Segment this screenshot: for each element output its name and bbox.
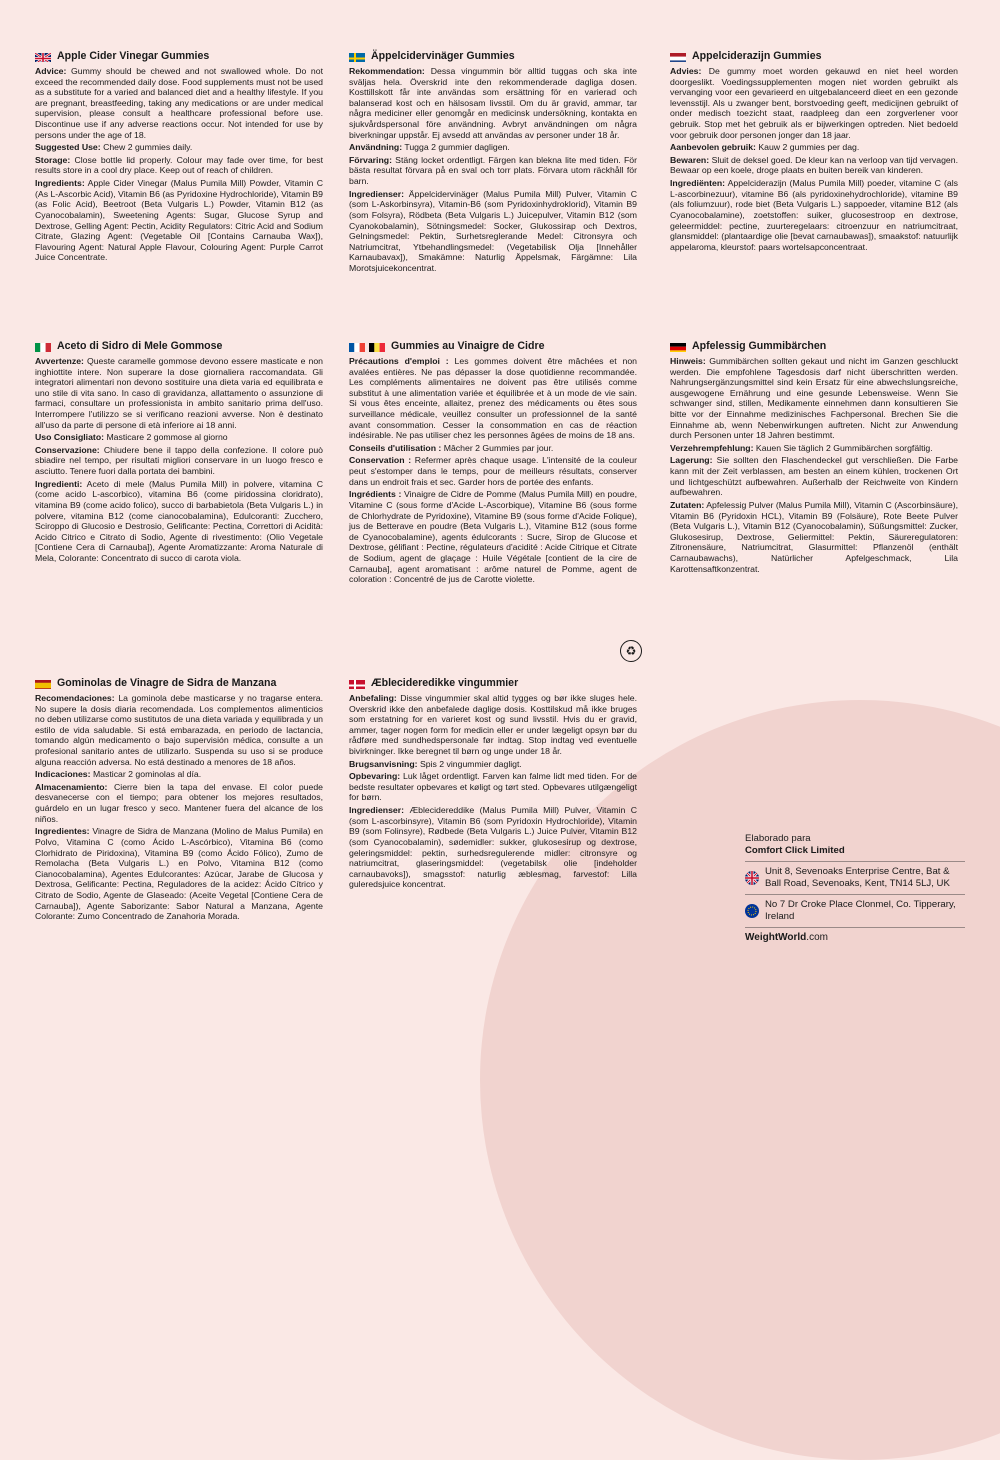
para-text: Refermer après chaque usage. L'intensité de la couleur peut s'estomper dans le temps, pour de meilleurs résultats, conserver dans un endroit frais et sec. Garder hors de portée des enfants. bbox=[349, 455, 637, 487]
para-label: Almacenamiento: bbox=[35, 781, 108, 792]
netherlands-flag-icon bbox=[670, 51, 686, 62]
para-text: Appelciderazijn (Malus Pumila Mill) poeder, vitamine C (als L-ascorbinezuur), vitamine B6 (als pyridoxinehydrochloride), vitamine B9 (als foliumzuur), rode biet (Beta Vulgaris L.) sappoeder, vitamine B12 (als Cyanocobalamine), zoetstoffen: suiker, glucosestroop en dextrose, geleermiddel: pectine, zuurteregelaars: citroenzuur en natriumcitraat, glansmiddel: (plantaardige olie [bevat carnaubawas]), smaakstof: natuurlijk appelaroma, kleurstof: paars wortelsapconcentraat. bbox=[670, 178, 958, 252]
para-label: Ingredienti: bbox=[35, 478, 83, 489]
para-label: Advies: bbox=[670, 66, 702, 76]
para-text: Cierre bien la tapa del envase. El color puede desvanecerse con el tiempo; para obtener los mejores resultados, guárdelo en un lugar fresco y seco. Mantener fuera del alcance de los niños. bbox=[35, 781, 323, 824]
section-de bbox=[670, 340, 958, 576]
para-text: Apple Cider Vinegar (Malus Pumila Mill) Powder, Vitamin C (As L-Ascorbic Acid), Vitamin B6 (as Pyridoxine Hydrochloride), Vitamin B9 (as Folic Acid), Beetroot (Beta Vulgaris L.) Powder, Vitamin B12 (as Cyanocobalamin), Sweetening Agents: Sugar, Glucose Syrup and Dextrose, Gelling Agent: Pectin, Acidity Regulators: Citric Acid and Sodium Citrate, Glazing Agent: (Vegetable Oil [Contains Carnauba Wax]), Flavouring Agent: Natural Apple Flavour, Colouring Agent: Purple Carrot Juice Concentrate. bbox=[35, 178, 323, 263]
para-text: Vinaigre de Cidre de Pomme (Malus Pumila Mill) en poudre, Vitamine C (sous forme d'Acide L-Ascorbique), Vitamine B6 (sous forme de Chlorhydrate de Pyridoxine), Vitamine B9 (sous forme d'Acide Folique), jus de Betterave en poudre (Beta Vulgaris L.), Vitamine B12 (sous forme de Cyanocobalamine), agents édulcorants : Sucre, Sirop de Glucose et Dextrose, gélifiant : Pectine, régulateurs d'acidité : Acide Citrique et Citrate de Sodium, agent de glaçage : Huile Végétale [contient de la cire de Carnauba], agent aromatisant : arôme naturel de Pomme, agent de coloration : Concentré de jus de Carotte violette. bbox=[349, 489, 637, 585]
para-text: Les gommes doivent être mâchées et non avalées entières. Ne pas dépasser la dose quotidienne recommandée. Les compléments alimentaires ne doivent pas être utilisés comme substitut à une alimentation variée et équilibrée et à un mode de vie sain. Si vous êtes enceinte, allaitez, prenez des médicaments ou êtes sous surveillance médicale, veuillez consulter un professionnel de la santé avant consommation. Cesser la consommation en cas de réaction indésirable. Ne pas utiliser chez les personnes âgées de moins de 18 ans. bbox=[349, 356, 637, 441]
para-label: Användning: bbox=[349, 142, 403, 153]
sweden-flag-icon bbox=[349, 51, 365, 62]
section-it bbox=[35, 340, 323, 566]
uk-flag-icon bbox=[745, 871, 759, 885]
para-text: De gummy moet worden gekauwd en niet heel worden doorgeslikt. Voedingssupplementen mogen niet worden gebruikt als vervanging voor een gevarieerd en uitgebalanceerd dieet en een gezonde levensstijl. Als u zwanger bent, borstvoeding geeft, medicijnen gebruikt of onder medisch toezicht staat, raadpleeg dan een zorgverlener voor gebruik. Stop met het gebruik als er bijwerkingen optreden. Niet bedoeld voor gebruik door personen jonger dan 18 jaar. bbox=[670, 66, 958, 140]
italy-flag-icon bbox=[35, 341, 51, 352]
section-fr bbox=[349, 340, 637, 587]
para-label: Opbevaring: bbox=[349, 771, 401, 782]
para-label: Brugsanvisning: bbox=[349, 758, 418, 769]
section-title: Aceto di Sidro di Mele Gommose bbox=[57, 340, 223, 352]
brand-website bbox=[745, 932, 965, 945]
brand-name: WeightWorld bbox=[745, 931, 807, 943]
made-for-label: Elaborado para bbox=[745, 833, 811, 844]
para-text: La gominola debe masticarse y no tragarse entera. No supere la dosis diaria recomendada. Los complementos alimenticios no deben utilizarse como sustitutos de una dieta variada y equilibrada y un estilo de vida saludable. Si está embarazada, en periodo de lactancia, tomando algún medicamento o bajo supervisión médica, consulte a un profesional sanitario antes de utilizarlo. Suspenda su uso si se produce alguna reacción adversa. No está destinado a menores de 18 años. bbox=[35, 693, 323, 767]
para-text: Masticar 2 gominolas al día. bbox=[90, 769, 202, 780]
section-title: Apple Cider Vinegar Gummies bbox=[57, 50, 210, 62]
para-text: Dessa vingummin bör alltid tuggas och ska inte sväljas hela. Överskrid inte den rekommenderade dagliga dosen. Kosttillskott får inte användas som ersättning för en varierad och balanserad kost och en hälsosam livsstil. Om du är gravid, ammar, tar några mediciner eller genomgår en medicinsk undersökning, kontakta en sjukvårdspersonal före användning. Avbryt användningen om några biverkningar uppstår. Ej avsedd att användas av personer under 18 år. bbox=[349, 66, 637, 140]
para-text: Sie sollten den Flaschendeckel gut verschließen. Die Farbe kann mit der Zeit verblassen, am besten an einem kühlen, trockenen Ort und lichtgeschützt aufbewahren. Außerhalb der Reichweite von Kindern aufbewahren. bbox=[670, 455, 958, 498]
para-text: Vinagre de Sidra de Manzana (Molino de Malus Pumila) en Polvo, Vitamina C (como Ácido L-Ascórbico), Vitamina B6 (como Clorhidrato de Piridoxina), Vitamina B9 (como Ácido Fólico), Zumo de Remolacha (Beta Vulgaris L.) en Polvo, Vitamina B12 (como Cianocobalamina), Agentes Edulcorantes: Azúcar, Jarabe de Glucosa y Dextrosa, Gelificante: Pectina, Reguladores de la acidez: Ácido Cítrico y Citrato de Sodio, Agente de Glaseado: (Aceite Vegetal [Contiene Cera de Carnauba]), Agente Saborizante: Sabor Natural a Manzana, Agente Colorante: Zumo Concentrado de Zanahoria Morada. bbox=[35, 826, 323, 922]
para-label: Aanbevolen gebruik: bbox=[670, 142, 756, 153]
para-label: Conservation : bbox=[349, 455, 412, 466]
section-title: Gummies au Vinaigre de Cidre bbox=[391, 340, 545, 352]
para-text: Tugga 2 gummier dagligen. bbox=[402, 142, 510, 153]
para-label: Rekommendation: bbox=[349, 66, 425, 76]
section-es bbox=[35, 677, 323, 924]
section-en bbox=[35, 50, 323, 265]
section-title: Gominolas de Vinagre de Sidra de Manzana bbox=[57, 677, 277, 689]
para-text: Mâcher 2 Gummies par jour. bbox=[441, 442, 554, 453]
para-text: Chiudere bene il tappo della confezione. Il colore può sbiadire nel tempo, per risultati migliori conservare in un luogo fresco e asciutto. Tenere fuori dalla portata dei bambini. bbox=[35, 444, 323, 477]
section-title: Æblecideredikke vingummier bbox=[371, 677, 519, 689]
denmark-flag-icon bbox=[349, 678, 365, 689]
para-label: Advice: bbox=[35, 66, 67, 76]
para-text: Äppelcidervinäger (Malus Pumila Mill) Pulver, Vitamin C (som L-Askorbinsyra), Vitamin-B6 (som Pyridoxinhydroklorid), Vitamin B9 (som Folsyra), Rödbeta (Beta Vulgaris L.) Juicepulver, Vitamin B12 (som Cyanokobalamin), Sötningsmedel: Socker, Glukossirap och Dextros, Gelningsmedel: Pektin, Surhetsreglerande Medel: Citronsyra och Natriumcitrat, Ytbehandlingsmedel: (Vegetabilisk Olja [Innehåller Karnaubavax]), Smakämne: Naturlig Äppelsmak, Färgämne: Lila Morotsjuicekoncentrat. bbox=[349, 188, 637, 273]
section-title: Apfelessig Gummibärchen bbox=[692, 340, 827, 352]
eu-address: No 7 Dr Croke Place Clonmel, Co. Tipperary, Ireland bbox=[765, 898, 956, 922]
para-label: Ingredienser: bbox=[349, 188, 405, 199]
recycle-bin-icon: ♻ bbox=[620, 640, 642, 662]
para-label: Storage: bbox=[35, 154, 71, 165]
para-text: Gummibärchen sollten gekaut und nicht im Ganzen geschluckt werden. Die empfohlene Tagesdosis darf nicht überschritten werden. Nahrungsergänzungsmittel sind kein Ersatz für eine abwechslungsreiche, ausgewogene Ernährung und eine gesunde Lebensweise. Wenn Sie schwanger sind, stillen, Medikamente einnehmen dann konsultieren Sie bitte vor der Einnahme medizinisches Fachpersonal. Brechen Sie die Einnahme ab, wenn Nebenwirkungen auftreten. Nicht zur Anwendung durch Personen unter 18 Jahren bestimmt. bbox=[670, 356, 958, 441]
para-label: Précautions d'emploi : bbox=[349, 356, 449, 366]
section-da bbox=[349, 677, 637, 892]
para-text: Close bottle lid properly. Colour may fade over time, for best results store in a cool dry place. Keep out of reach of children. bbox=[35, 154, 323, 176]
para-label: Avvertenze: bbox=[35, 356, 84, 366]
para-text: Gummy should be chewed and not swallowed whole. Do not exceed the recommended daily dose. Food supplements must not be used as a substitute for a varied and balanced diet and a healthy lifestyle. If you are pregnant, breastfeeding, taking any medications or are under medical supervision, please consult a healthcare professional before use. Discontinue use if any adverse reactions occur. Not intended for use by persons under the age of 18. bbox=[35, 66, 323, 140]
para-label: Zutaten: bbox=[670, 499, 705, 510]
para-text: Stäng locket ordentligt. Färgen kan blekna lite med tiden. För bästa resultat förvara på en sval och torr plats. Förvara utom räckhåll för barn. bbox=[349, 154, 637, 187]
para-text: Luk låget ordentligt. Farven kan falme lidt med tiden. For de bedste resultater opbevares et køligt og tørt sted. Opbevares utilgængeligt for børn. bbox=[349, 771, 637, 803]
section-nl bbox=[670, 50, 958, 254]
para-text: Sluit de deksel goed. De kleur kan na verloop van tijd vervagen. Bewaar op een koele, droge plaats en buiten bereik van kinderen. bbox=[670, 154, 958, 176]
para-label: Förvaring: bbox=[349, 154, 392, 165]
section-sv bbox=[349, 50, 637, 276]
para-label: Verzehrempfehlung: bbox=[670, 442, 754, 453]
para-label: Conseils d'utilisation : bbox=[349, 442, 442, 453]
para-label: Ingrediënten: bbox=[670, 178, 726, 189]
para-label: Hinweis: bbox=[670, 356, 706, 366]
section-title: Äppelcidervinäger Gummies bbox=[371, 50, 515, 62]
uk-address-row bbox=[745, 862, 965, 895]
para-text: Kauw 2 gummies per dag. bbox=[755, 142, 860, 153]
para-label: Ingrédients : bbox=[349, 489, 402, 500]
para-label: Anbefaling: bbox=[349, 693, 397, 703]
para-text: Chew 2 gummies daily. bbox=[100, 142, 193, 153]
para-label: Ingredienser: bbox=[349, 805, 405, 816]
para-label: Conservazione: bbox=[35, 444, 100, 455]
para-label: Lagerung: bbox=[670, 455, 713, 466]
para-text: Kauen Sie täglich 2 Gummibärchen sorgfältig. bbox=[753, 442, 933, 453]
eu-address-row bbox=[745, 895, 965, 928]
para-text: Spis 2 vingummier dagligt. bbox=[417, 758, 522, 769]
para-label: Recomendaciones: bbox=[35, 693, 115, 703]
uk-flag-icon bbox=[35, 51, 51, 62]
eu-flag-icon bbox=[745, 904, 759, 918]
para-text: Æblecidereddike (Malus Pumila Mill) Pulver, Vitamin C (som L-ascorbinsyre), Vitamin B6 (som Pyridoxin Hydrochloride), Vitamin B9 (som Folinsyre), Rødbede (Beta Vulgaris L.) Juice Pulver, Vitamin B12 (som Cyanocobalamin), sødemidler: sukker, glukosesirup og dextrose, geleringsmiddel: pektin, surhedsregulerende midler: citronsyre og natriumcitrat, glaseringsmiddel: (vegetabilsk olie [indeholder carnaubavoks]), smagsstof: naturlig æblesmag, farvestof: Lilla guleredsjuice koncentrat. bbox=[349, 805, 637, 890]
spain-flag-icon bbox=[35, 678, 51, 689]
brand-domain: .com bbox=[806, 931, 828, 943]
company-name: Comfort Click Limited bbox=[745, 845, 965, 862]
para-text: Masticare 2 gommose al giorno bbox=[104, 432, 228, 443]
para-text: Apfelessig Pulver (Malus Pumila Mill), Vitamin C (Ascorbinsäure), Vitamin B6 (Pyridoxin HCL), Vitamin B9 (Folsäure), Rote Beete Pulver (Beta Vulgaris L.), Vitamin B12 (Cyanocobalamin), Süßungsmittel: Zucker, Glukosesirup, Dextrose, Geliermittel: Pektin, Säureregulatoren: Zitronensäure, Natriumcitrat, Glasurmittel: Pflanzenöl (enthält Carnaubawachs), Natürlicher Apfelgeschmack, Lila Karottensaftkonzentrat. bbox=[670, 499, 958, 574]
para-label: Indicaciones: bbox=[35, 769, 91, 780]
para-text: Disse vingummier skal altid tygges og bør ikke sluges hele. Overskrid ikke den anbefalede daglige dosis. Kosttilskud må ikke bruges som erstatning for en varieret kost og sund livsstil. Hvis du er gravid, ammer, tager nogen form for medicin eller er under lægeligt opsyn bør du rådføre med sundhedspersonale før indtag. Stop indtag ved eventuelle bivirkninger. Ikke beregnet til børn og unge under 18 år. bbox=[349, 693, 637, 757]
para-label: Suggested Use: bbox=[35, 142, 101, 153]
para-label: Bewaren: bbox=[670, 154, 710, 165]
para-label: Ingredients: bbox=[35, 178, 85, 189]
germany-flag-icon bbox=[670, 341, 686, 352]
section-title: Appelciderazijn Gummies bbox=[692, 50, 822, 62]
uk-address: Unit 8, Sevenoaks Enterprise Centre, Bat & Ball Road, Sevenoaks, Kent, TN14 5LJ, UK bbox=[765, 865, 950, 889]
para-label: Ingredientes: bbox=[35, 826, 90, 837]
para-text: Aceto di mele (Malus Pumila Mill) in polvere, vitamina C (come acido L-ascorbico), vitamina B6 (come piridossina cloridrato), vitamina B9 (come acido folico), succo di barbabietola (Beta Vulgaris L.) in polvere, vitamina B12 (come cianocobalamina), Edulcoranti: Zucchero, Sciroppo di Glucosio e Destrosio, Gelificante: Pectina, Correttori di Acidità: Acido Citrico e Citrato di Sodio, Agente di rivestimento: (Olio Vegetale [Contiene Cera di Carnauba]), Agente Aromatizzante: Aroma Naturale di Mela, Colorante: Concentrato di succo di carota viola. bbox=[35, 478, 323, 563]
contact-block bbox=[745, 833, 965, 944]
para-label: Uso Consigliato: bbox=[35, 432, 105, 443]
france-belgium-flag-icon bbox=[349, 341, 385, 352]
para-text: Queste caramelle gommose devono essere masticate e non inghiottite intere. Non superare la dose giornaliera raccomandata. Gli integratori alimentari non devono sostituire una dieta varia ed equilibrata e uno stile di vita sano. In caso di gravidanza, allattamento o assunzione di farmaci, consultare un professionista in ambito sanitario prima dell'uso. Interrompere l'utilizzo se si verificano reazioni avverse. Non è destinato all'uso da parte di persone di età inferiore ai 18 anni. bbox=[35, 356, 323, 430]
